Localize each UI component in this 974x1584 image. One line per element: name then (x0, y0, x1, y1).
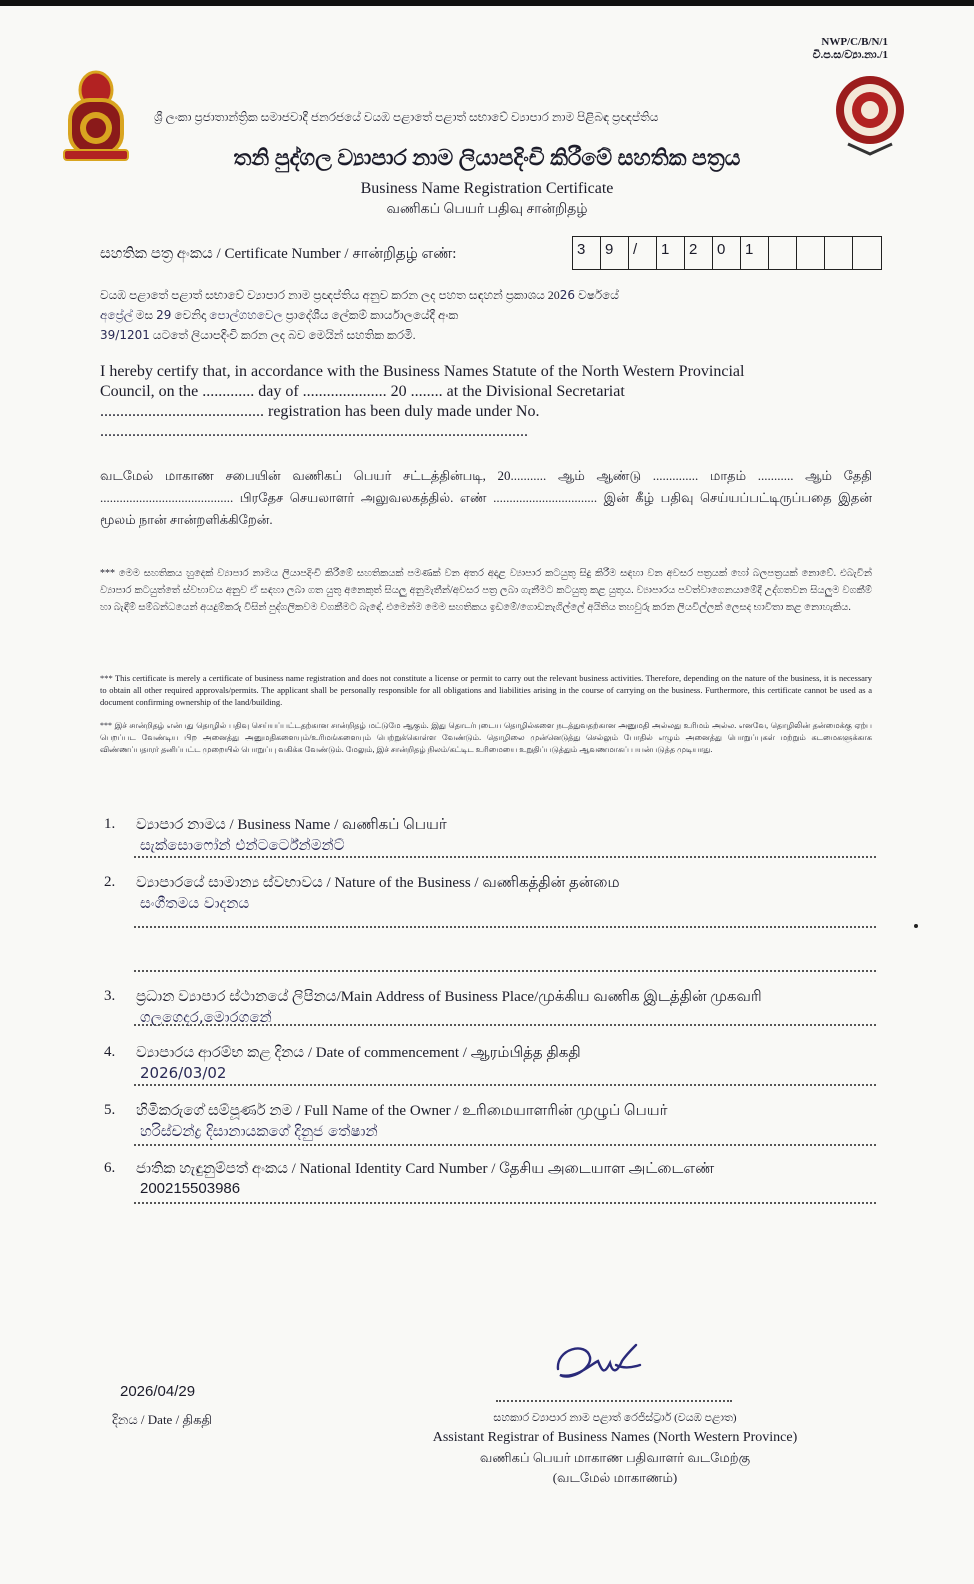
cert-digit (797, 237, 825, 269)
dotted-line (134, 1202, 876, 1204)
field-value: සැක්සොෆෝන් එන්ටර්ටේන්මන්ට් (140, 836, 345, 854)
title-tamil: வணிகப் பெயர் பதிவு சான்றிதழ் (386, 202, 588, 217)
statute-heading: ශ්‍රී ලංකා ප්‍රජාතාන්ත්‍රික සමාජවාදී ජනරජයේ වයඹ පළාතේ පළාත් සභාවේ ව්‍යාපාර නාම පිළිබඳ ප්‍රඥප්තිය (154, 110, 659, 124)
handwritten-office: පොල්ගහවෙල (209, 308, 283, 322)
scan-edge (0, 0, 974, 6)
certificate-number-box (572, 236, 882, 270)
registrar-title-tamil: வணிகப் பெயர் மாகாண பதிவாளர் வடமேற்கு (479, 1450, 751, 1465)
cert-digit: 1 (741, 237, 769, 269)
field-value: හරිස්චන්ද්‍ර දිසානායකගේ දිනුජ තේෂාන් (140, 1122, 378, 1140)
field-nature-of-business: 2. ව්‍යාපාරයේ සාමාන්‍ය ස්වභාවය / Nature of the Business / வணிகத்தின் தன்மை සංගීතමය වාදනය (104, 874, 876, 974)
dotted-line (134, 970, 876, 972)
certificate-number-label: සහතික පත්‍ර අංකය / Certificate Number / சான்றிதழ் எண்: (100, 246, 457, 262)
field-main-address: 3. ප්‍රධාන ව්‍යාපාර ස්ථානයේ ලිපිනය/Main Address of Business Place/முக்கிய வணிக இடத்தின் முகவரி ගලගෙදර,මොරගනේ (104, 988, 876, 1032)
registrar-province-tamil: (வடமேல் மாகாணம்) (552, 1470, 678, 1485)
cert-digit (825, 237, 853, 269)
field-value: 200215503986 (140, 1180, 241, 1197)
issue-date-label: දිනය / Date / திகதி (112, 1412, 213, 1427)
handwritten-day: 29 (156, 308, 172, 322)
dotted-line (134, 1024, 876, 1026)
disclaimer-english: *** This certificate is merely a certificate of business name registration and does not constitute a license or permit to carry out the relevant business activities. Therefore, depending on the nature of the business, it is necessary to obtain all other required approvals/permits. The applicant shall be personally responsible for all obligations and liabilities arising in the course of carrying on the business. Furthermore, this certificate cannot be used as a document confirming ownership of the land/building. (100, 673, 872, 707)
dotted-line (134, 926, 876, 928)
registrar-title-sinhala: සහකාර ව්‍යාපාර නාම පළාත් රෙජිස්ට්‍රාර් (වයඹ පළාත) (493, 1412, 737, 1424)
form-code: NWP/C/B/N/1 වි.ප.ස/ව්‍යා.නා./1 (812, 36, 888, 61)
dotted-line (134, 1144, 876, 1146)
dotted-line (134, 1084, 876, 1086)
field-owner-name: 5. හිමිකරුගේ සම්පූර්ණ නම / Full Name of the Owner / உரிமையாளரின் முழுப் பெயர் හරිස්චන්ද්‍ර දිසානායකගේ දිනුජ තේෂාන් (104, 1102, 876, 1148)
field-nic-number: 6. ජාතික හැඳුනුම්පත් අංකය / National Identity Card Number / தேசிய அடையாள அட்டைஎண் 200215503986 (104, 1160, 876, 1206)
cert-digit: 2 (685, 237, 713, 269)
field-date-of-commencement: 4. ව්‍යාපාරය ආරම්භ කළ දිනය / Date of commencement / ஆரம்பித்த திகதி 2026/03/02 (104, 1044, 876, 1090)
title-english: Business Name Registration Certificate (360, 180, 614, 197)
disclaimer-sinhala: *** මෙම සහතිකය හුදෙක් ව්‍යාපාර නාමය ලියාපදිංචි කිරීමේ සහතිකයක් පමණක් වන අතර අදාළ ව්‍යාපාර කටයුතු සිදු කිරීම සඳහා වන අවසර පත්‍රයක් හෝ බලපත්‍රයක් නොවේ. එබැවින් ව්‍යාපාර කටයුත්තේ ස්වභාවය අනුව ඒ සඳහා ලබා ගත යුතු අනෙකුත් සියලු අනුමැතීන්/අවසර පත්‍ර ලබා ගැනීමට කටයුතු කළ යුතුය. ව්‍යාපාරය පවත්වාගෙනයාමේදී උද්ගතවන සියලුම වගකීම් හා බැඳීම් සම්බන්ධයෙන් අයදුම්කරු විසින් පුද්ගලිකවම වගකීමට බැඳේ. එමෙන්ම මෙම සහතිකය ඉඩමේ/ගොඩනැගිල්ලේ අයිතිය තහවුරු කරන ලියවිල්ලක් ලෙසද භාවිතා කළ නොහැකිය. (100, 568, 872, 613)
disclaimer-tamil: *** இச் சான்றிதழ் என்பது தொழில் பதிவு செய்யப்பட்டதற்கான சான்றிதழ் மட்டுமே ஆகும். இது தொடர்புடைய தொழில்களை நடத்துவதற்கான அனுமதி அல்லது உரிமம் அல்ல. எனவே, தொழிலின் தன்மைக்கு ஏற்ப பெறப்பட வேண்டிய பிற அனைத்து அனுமதிகளையும்/உரிமங்களையும் பெற்றுக்கொள்ள வேண்டும். தொழிலை முன்னெடுத்து செல்லும் போதில் எழும் அனைத்து பொறுப்புகள் மற்றும் கடமைகளுக்காக விண்ணப்பதாரர் தனிப்பட்ட முறையில் பொறுப்பு வகிக்க வேண்டும். மேலும், இச் சான்றிதழ் நிலம்/கட்டிட உரிமையை உறுதிப்படுத்தும் ஆவணமாகப் பயன்படுத்த முடியாது. (100, 721, 872, 754)
dotted-line (134, 856, 876, 858)
english-certification-paragraph: I hereby certify that, in accordance with the Business Names Statute of the North Western Provincial Council, on the ............. day of ..................... 20 ........ at the Divisional Secretariat ......................................... registration has been duly made under No. ........................................................................................................... (100, 363, 745, 440)
field-value: 2026/03/02 (140, 1064, 227, 1082)
registrar-title-english: Assistant Registrar of Business Names (North Western Province) (432, 1430, 798, 1445)
cert-digit: / (629, 237, 657, 269)
handwritten-month: අප්‍රේල් (100, 308, 133, 322)
cert-digit: 0 (713, 237, 741, 269)
cert-digit (769, 237, 797, 269)
field-value: සංගීතමය වාදනය (140, 894, 250, 912)
handwritten-registration-number: 39/1201 (100, 328, 150, 342)
signature-line (496, 1400, 732, 1402)
cert-digit: 3 (573, 237, 601, 269)
field-value: ගලගෙදර,මොරගනේ (140, 1008, 272, 1026)
field-business-name: 1. ව්‍යාපාර නාමය / Business Name / வணிகப் பெயர் සැක්සොෆෝන් එන්ටර්ටේන්මන්ට් (104, 816, 876, 860)
issue-date: 2026/04/29 (120, 1383, 196, 1400)
cert-digit (853, 237, 881, 269)
registrar-signature-icon (546, 1335, 646, 1395)
cert-digit: 1 (657, 237, 685, 269)
cert-digit: 9 (601, 237, 629, 269)
scan-speck (914, 924, 918, 928)
tamil-certification-paragraph: வடமேல் மாகாண சபையின் வணிகப் பெயர் சட்டத்தின்படி, 20........... ஆம் ஆண்டு .............. மாதம் ........... ஆம் தேதி ......................................... பிரதேச செயலாளர் அலுவலகத்தில். எண் ................................ இன் கீழ் பதிவு செய்யப்பட்டிருப்பதை இதன் மூலம் நான் சான்றளிக்கிறேன். (100, 468, 872, 527)
handwritten-year: 26 (559, 288, 576, 302)
sinhala-certification-paragraph: වයඹ පළාතේ පළාත් සභාවේ ව්‍යාපාර නාම ප්‍රඥප්තිය අනුව කරන ලද පහත සඳහන් ප්‍රකාශය 2026 වර්ෂයේ අප්‍රේල් මස 29 වෙනිදා පොල්ගහවෙල ප්‍රාදේශීය ලේකම් කාර්යාලයේදී අංක 39/1201 යටතේ ලියාපදිංචි කරන ලද බව මෙයින් සහතික කරමි. (100, 288, 619, 342)
provincial-council-emblem-icon (834, 72, 906, 156)
title-sinhala: තනි පුද්ගල ව්‍යාපාර නාම ලියාපදිංචි කිරීමේ සහතික පත්‍රය (233, 145, 741, 170)
